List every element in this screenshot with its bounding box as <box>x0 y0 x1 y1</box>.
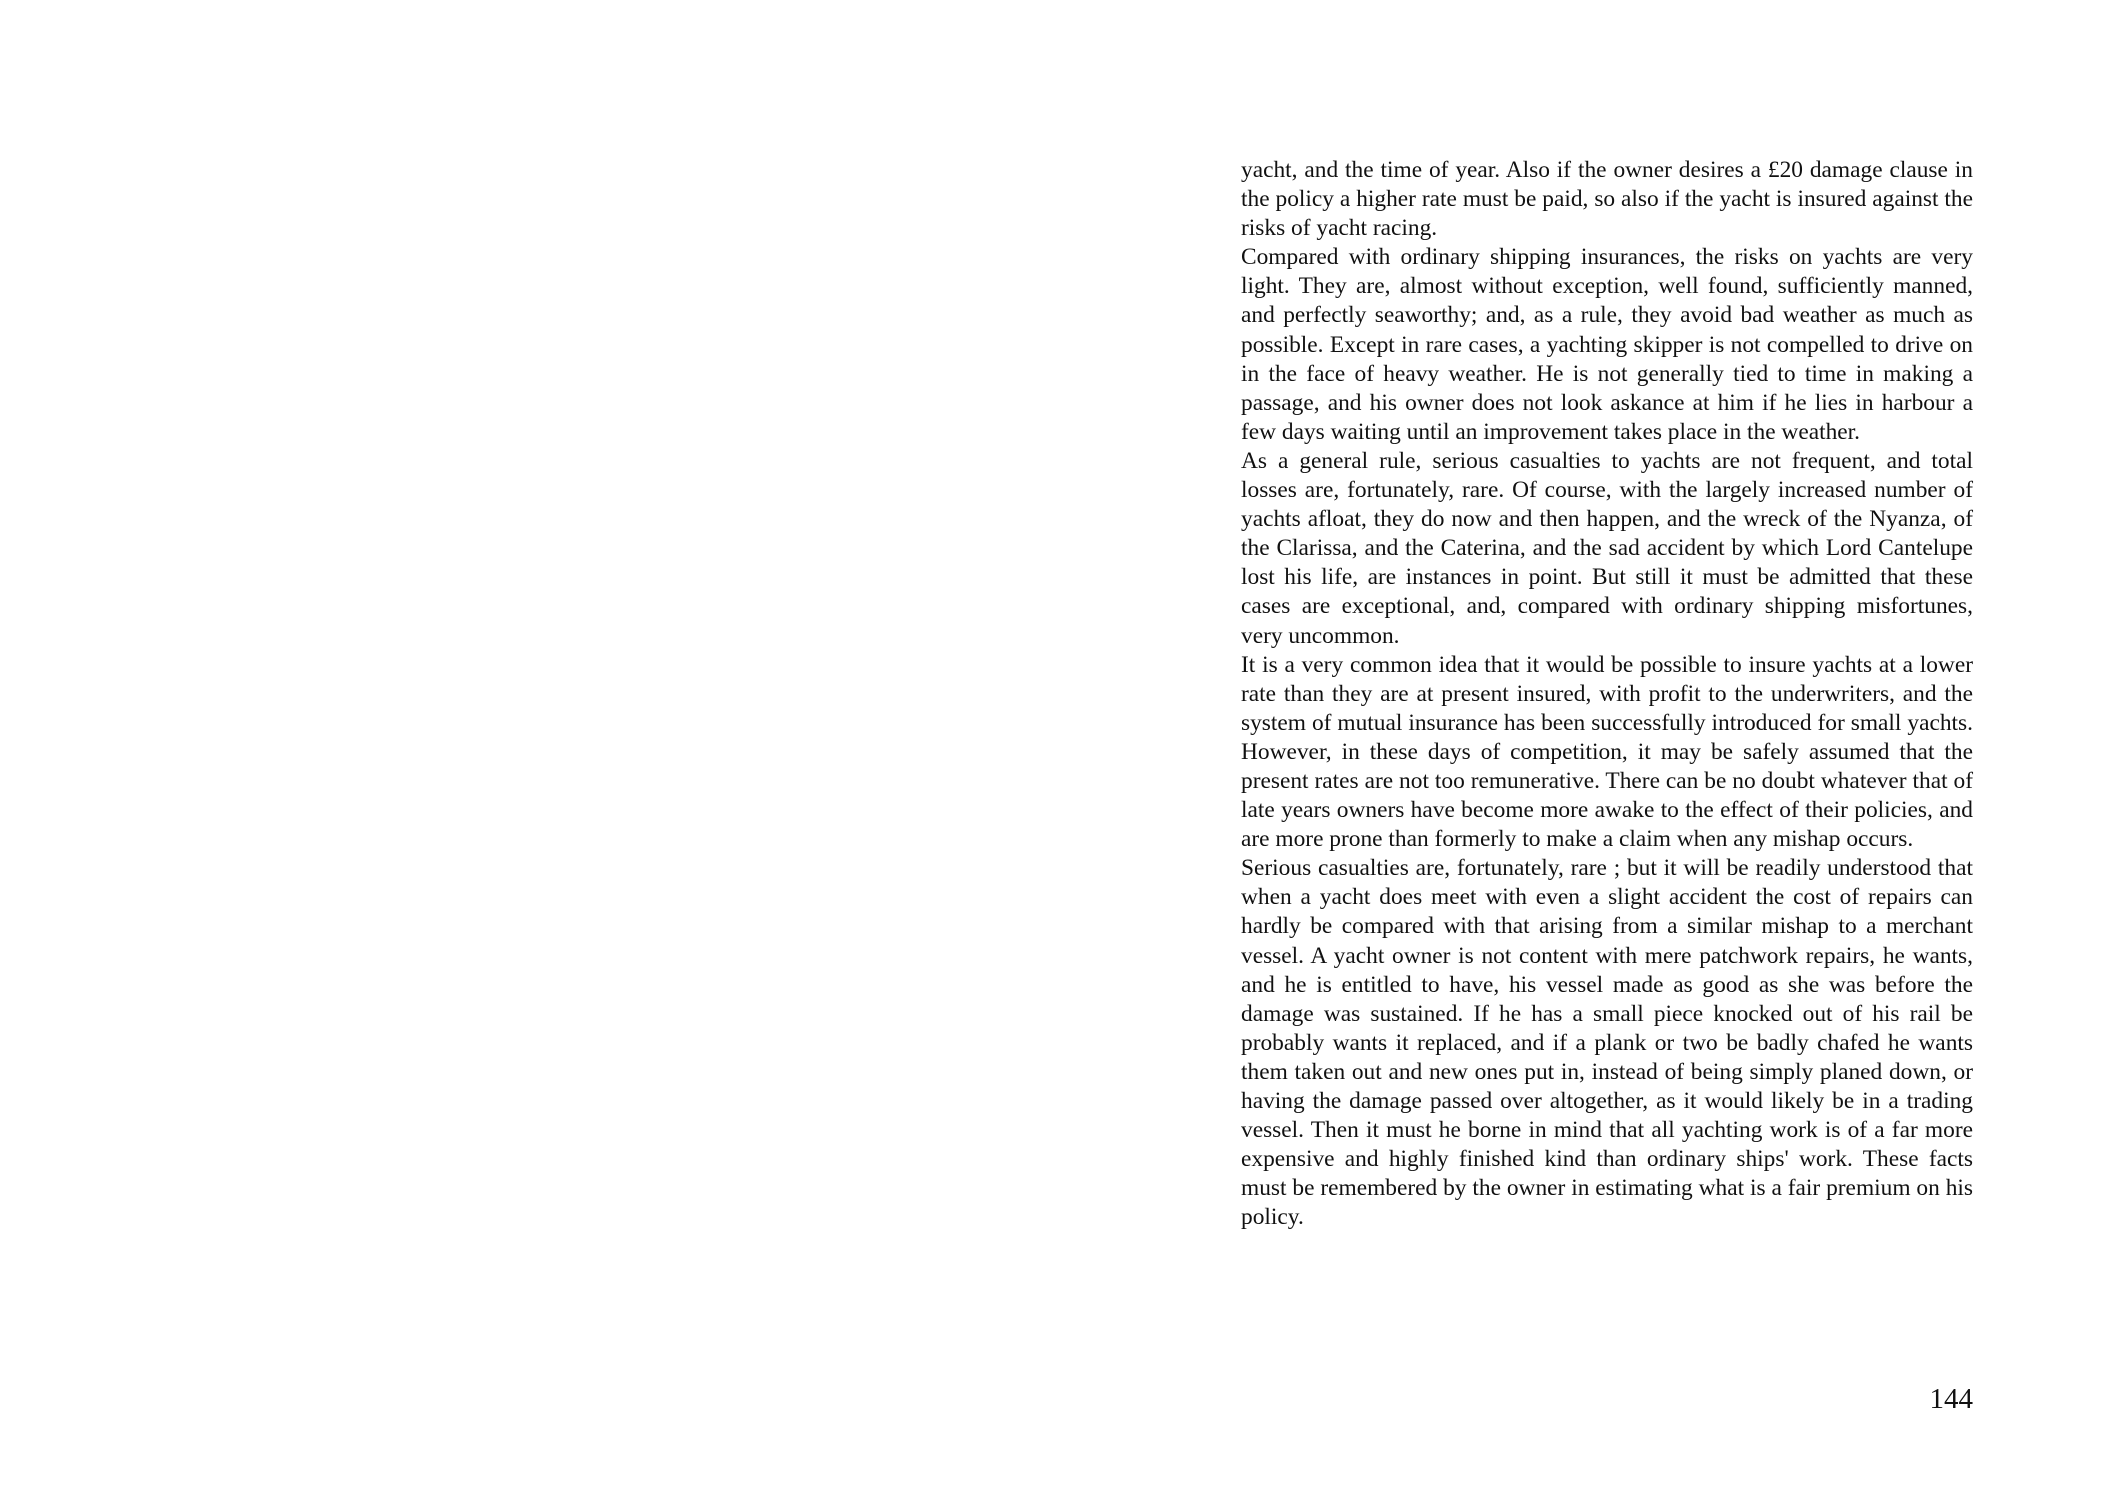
paragraph-3: As a general rule, serious casualties to yachts are not frequent, and total losses are, fortunately, rare. Of course, with the largely increased number of yachts afloat, they do now and then happen, and the wreck of the Nyanza, of the Clarissa, and the Caterina, and the sad accident by which Lord Cantelupe lost his life, are instances in point. But still it must be admitted that these cases are exceptional, and, compared with ordinary shipping misfortunes, very uncommon. <box>1241 447 1973 649</box>
body-text <box>1241 156 1973 1232</box>
paragraph-5: Serious casualties are, fortunately, rare ; but it will be readily understood that when a yacht does meet with even a slight accident the cost of repairs can hardly be compared with that arising from a similar mishap to a merchant vessel. A yacht owner is not content with mere patchwork repairs, he wants, and he is entitled to have, his vessel made as good as she was before the damage was sustained. If he has a small piece knocked out of his rail be probably wants it replaced, and if a plank or two be badly chafed he wants them taken out and new ones put in, instead of being simply planed down, or having the damage passed over altogether, as it would likely be in a trading vessel. Then it must he borne in mind that all yachting work is of a far more expensive and highly finished kind than ordinary ships' work. These facts must be remembered by the owner in estimating what is a fair premium on his policy. <box>1241 855 1973 1231</box>
paragraph-1: yacht, and the time of year. Also if the owner desires a £20 damage clause in the policy a higher rate must be paid, so also if the yacht is insured against the risks of yacht racing. <box>1241 157 1973 242</box>
page-number: 144 <box>1929 1383 1973 1415</box>
paragraph-4: It is a very common idea that it would be possible to insure yachts at a lower rate than they are at present insured, with profit to the underwriters, and the system of mutual insurance has been successfully introduced for small yachts. However, in these days of competition, it may be safely assumed that the present rates are not too remunerative. There can be no doubt whatever that of late years owners have become more awake to the effect of their policies, and are more prone than formerly to make a claim when any mishap occurs. <box>1241 651 1973 853</box>
paragraph-2: Compared with ordinary shipping insurances, the risks on yachts are very light. They are, almost without exception, well found, sufficiently manned, and perfectly seaworthy; and, as a rule, they avoid bad weather as much as possible. Except in rare cases, a yachting skipper is not compelled to drive on in the face of heavy weather. He is not generally tied to time in making a passage, and his owner does not look askance at him if he lies in harbour a few days waiting until an improvement takes place in the weather. <box>1241 244 1973 445</box>
